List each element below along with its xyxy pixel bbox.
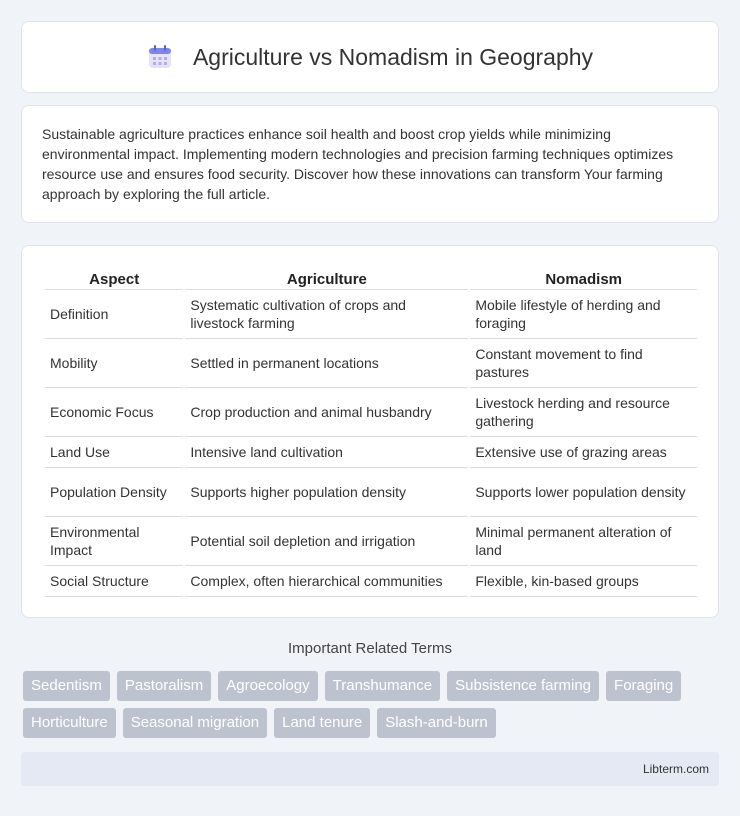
table-row: [45, 437, 697, 468]
related-term-tag[interactable]: Sedentism: [23, 671, 110, 701]
related-term-tag[interactable]: Foraging: [606, 671, 681, 701]
table-row: [45, 388, 697, 437]
table-cell: Minimal permanent alteration of land: [470, 517, 697, 566]
table-cell: Population Density: [45, 468, 183, 517]
header-aspect: Aspect: [45, 264, 183, 290]
table-row: [45, 517, 697, 566]
header-nomadism: Nomadism: [470, 264, 697, 290]
related-terms-list: [23, 671, 723, 745]
table-cell: Economic Focus: [45, 388, 183, 437]
table-cell: Mobile lifestyle of herding and foraging: [470, 290, 697, 339]
table-cell: Livestock herding and resource gathering: [470, 388, 697, 437]
table-cell: Potential soil depletion and irrigation: [185, 517, 468, 566]
table-cell: Land Use: [45, 437, 183, 468]
header-agriculture: Agriculture: [185, 264, 468, 290]
related-term-tag[interactable]: Slash-and-burn: [377, 708, 496, 738]
intro-card: [21, 105, 719, 223]
related-term-tag[interactable]: Agroecology: [218, 671, 317, 701]
table-cell: Supports lower population density: [470, 468, 697, 517]
table-header-row: [45, 264, 697, 290]
table-cell: Extensive use of grazing areas: [470, 437, 697, 468]
comparison-card: [21, 245, 719, 618]
table-row: [45, 468, 697, 517]
table-cell: Intensive land cultivation: [185, 437, 468, 468]
related-term-tag[interactable]: Horticulture: [23, 708, 116, 738]
table-cell: Social Structure: [45, 566, 183, 597]
comparison-table: [43, 264, 699, 597]
table-cell: Constant movement to find pastures: [470, 339, 697, 388]
calendar-icon: [147, 44, 173, 70]
related-term-tag[interactable]: Transhumance: [325, 671, 441, 701]
intro-paragraph: Sustainable agriculture practices enhance soil health and boost crop yields while minimizing environmental impact. Implementing modern technologies and precision farming techniques optimizes resource use and ensures food security. Discover how these innovations can transform Your farming approach by exploring the full article.: [42, 126, 674, 202]
table-cell: Settled in permanent locations: [185, 339, 468, 388]
table-row: [45, 339, 697, 388]
table-row: [45, 566, 697, 597]
table-cell: Complex, often hierarchical communities: [185, 566, 468, 597]
table-cell: Supports higher population density: [185, 468, 468, 517]
related-term-tag[interactable]: Pastoralism: [117, 671, 211, 701]
table-cell: Crop production and animal husbandry: [185, 388, 468, 437]
table-cell: Definition: [45, 290, 183, 339]
title-card: [21, 21, 719, 93]
table-cell: Systematic cultivation of crops and livestock farming: [185, 290, 468, 339]
related-terms-title: Important Related Terms: [288, 640, 452, 657]
table-cell: Flexible, kin-based groups: [470, 566, 697, 597]
related-term-tag[interactable]: Subsistence farming: [447, 671, 599, 701]
related-term-tag[interactable]: Land tenure: [274, 708, 370, 738]
table-cell: Mobility: [45, 339, 183, 388]
table-row: [45, 290, 697, 339]
footer-site-link[interactable]: Libterm.com: [642, 762, 709, 776]
page-title: Agriculture vs Nomadism in Geography: [192, 43, 594, 70]
footer: [21, 752, 719, 786]
table-cell: Environmental Impact: [45, 517, 183, 566]
related-term-tag[interactable]: Seasonal migration: [123, 708, 267, 738]
